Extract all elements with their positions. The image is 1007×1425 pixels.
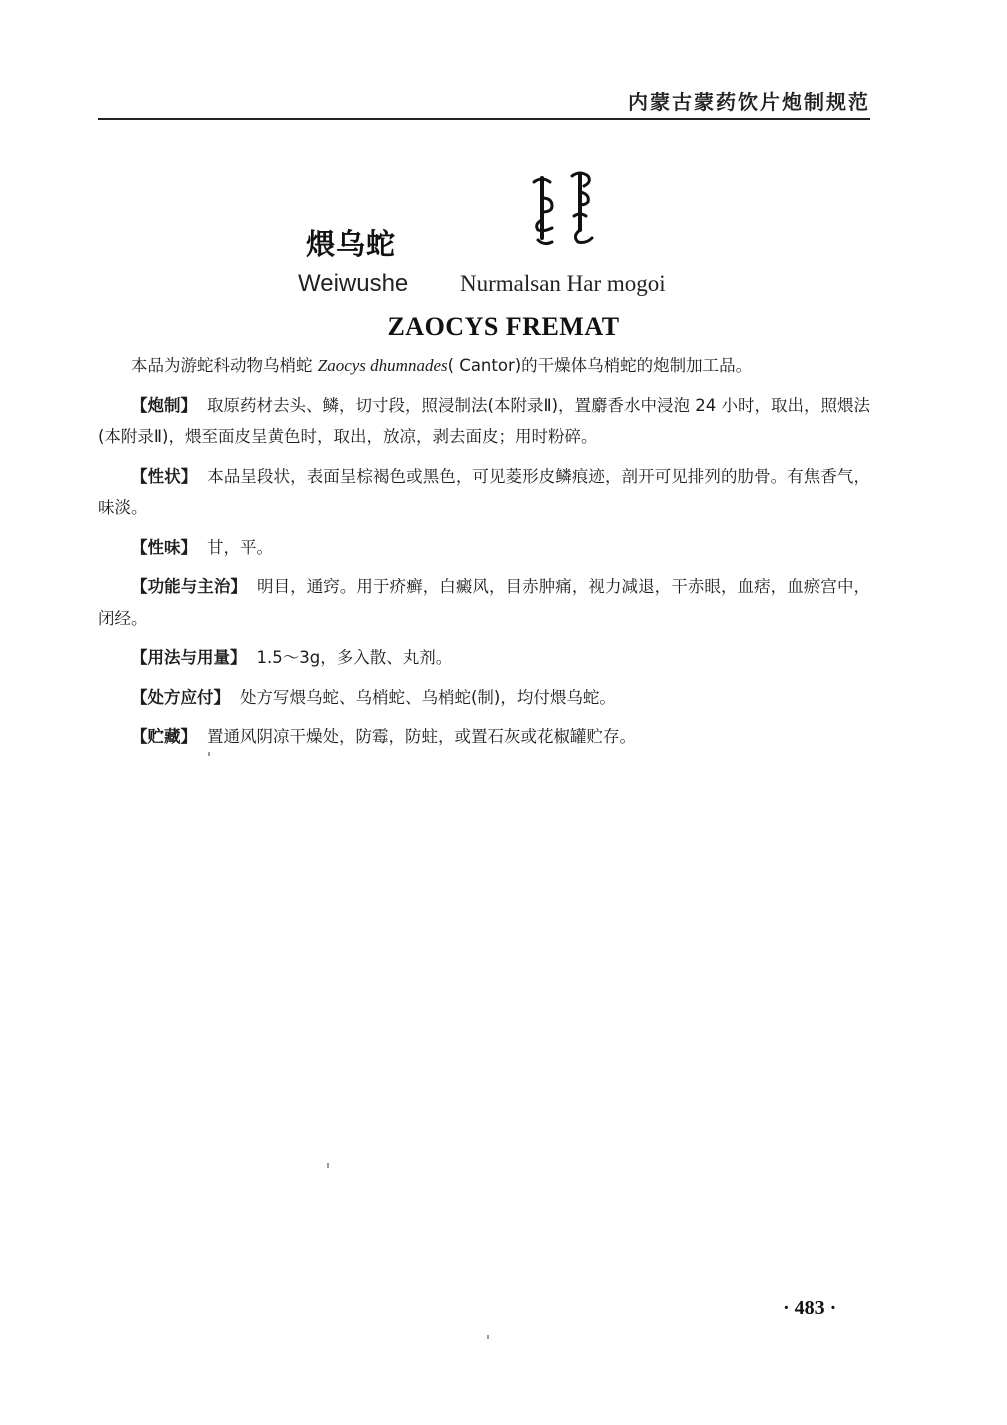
- page-number: · 483 ·: [783, 1297, 837, 1319]
- species-name: Zaocys dhumnades: [317, 356, 448, 375]
- section-label: 【功能与主治】: [131, 577, 247, 596]
- section-prescription: [98, 682, 870, 714]
- running-header: 内蒙古蒙药饮片炮制规范: [628, 90, 870, 114]
- title-pinyin: Weiwushe: [298, 270, 409, 297]
- section-label: 【性状】: [131, 466, 198, 486]
- intro-after: ( Cantor)的干燥体乌梢蛇的炮制加工品。: [447, 356, 753, 375]
- section-text: 明目，通窍。用于疥癣，白癜风，目赤肿痛，视力减退，干赤眼，血痞，血瘀宫中，闭经。: [98, 577, 871, 628]
- title-mongolian-latin: Nurmalsan Har mogoi: [460, 271, 666, 296]
- title-latin: ZAOCYS FREMAT: [387, 312, 620, 341]
- section-text: 处方写煨乌蛇、乌梢蛇、乌梢蛇(制)，均付煨乌蛇。: [240, 687, 616, 707]
- intro-before: 本品为游蛇科动物乌梢蛇: [131, 356, 318, 375]
- scan-speck: [487, 1335, 489, 1339]
- intro-paragraph: [98, 350, 870, 382]
- section-text: 置通风阴凉干燥处，防霉，防蛀，或置石灰或花椒罐贮存。: [207, 727, 636, 746]
- section-description: [98, 461, 870, 524]
- section-text: 1.5～3g，多入散、丸剂。: [256, 648, 453, 667]
- header-rule: [98, 118, 870, 120]
- section-functions-indications: [98, 571, 870, 634]
- section-label: 【性味】: [131, 537, 197, 557]
- section-label: 【炮制】: [131, 395, 198, 415]
- section-text: 本品呈段状，表面呈棕褐色或黑色，可见菱形皮鳞痕迹，剖开可见排列的肋骨。有焦香气，味淡。: [98, 466, 871, 517]
- section-usage-dosage: [98, 642, 870, 674]
- section-label: 【贮藏】: [131, 727, 197, 746]
- section-text: 取原药材去头、鳞，切寸段，照浸制法(本附录Ⅱ)，置麝香水中浸泡 24 小时，取出，照煨法(本附录Ⅱ)，煨至面皮呈黄色时，取出，放凉，剥去面皮；用时粉碎。: [98, 395, 871, 446]
- scan-speck: [327, 1163, 329, 1168]
- section-label: 【处方应付】: [131, 687, 230, 707]
- section-text: 甘，平。: [207, 537, 273, 557]
- section-processing: [98, 390, 870, 453]
- section-property-flavor: [98, 532, 870, 564]
- mongolian-script-title: [530, 168, 610, 248]
- section-storage: [98, 721, 870, 753]
- section-label: 【用法与用量】: [131, 648, 247, 667]
- scan-speck: [208, 752, 210, 756]
- monograph-body: [98, 350, 870, 761]
- title-chinese: 煨乌蛇: [306, 227, 397, 261]
